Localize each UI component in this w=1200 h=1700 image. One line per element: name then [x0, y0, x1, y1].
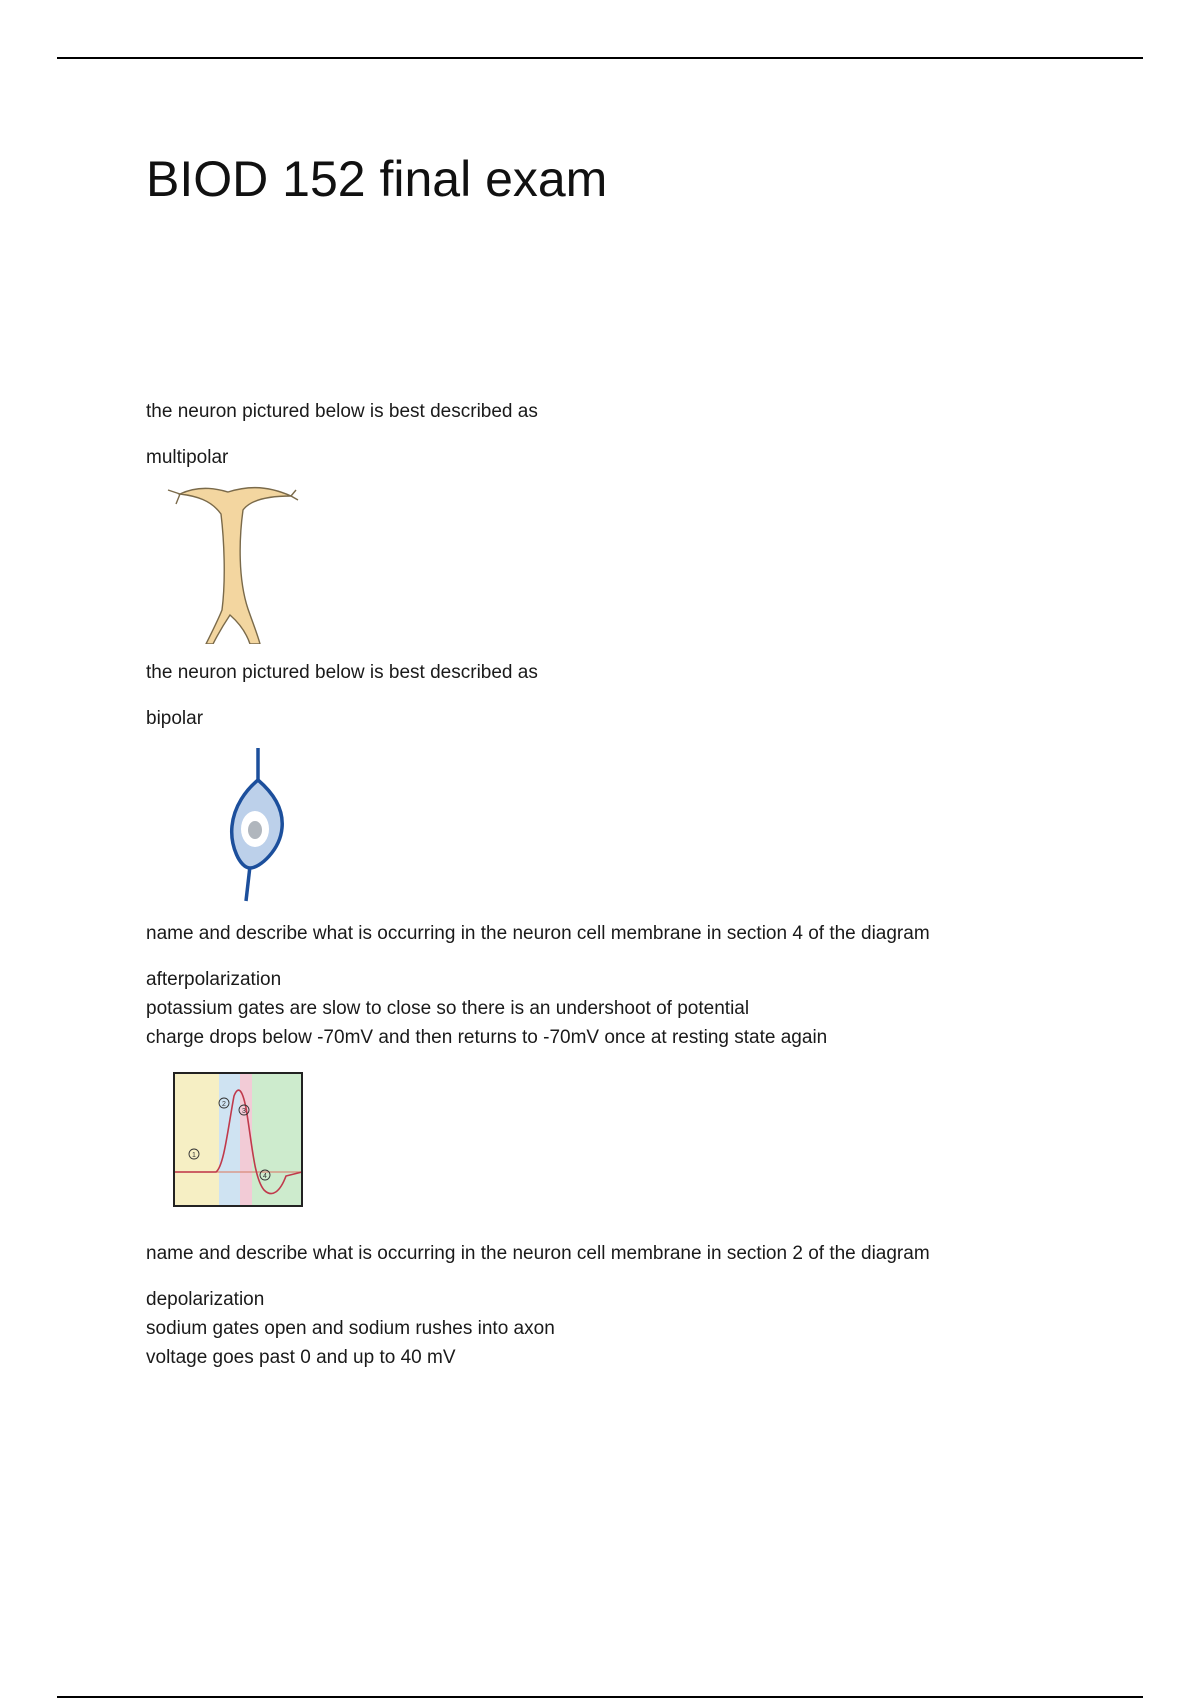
svg-text:1: 1 [192, 1152, 196, 1159]
question-3-answer-line-2: potassium gates are slow to close so there is an undershoot of potential [146, 998, 750, 1019]
question-4-answer-line-3: voltage goes past 0 and up to 40 mV [146, 1347, 456, 1368]
action-potential-diagram [146, 1068, 316, 1223]
top-rule [57, 57, 1143, 59]
question-4-answer-line-2: sodium gates open and sodium rushes into axon [146, 1318, 555, 1339]
diagram-zone-2 [219, 1073, 240, 1206]
bottom-rule [57, 1696, 1143, 1698]
svg-text:3: 3 [242, 1108, 246, 1115]
question-3-answer-line-3: charge drops below -70mV and then returns to -70mV once at resting state again [146, 1027, 828, 1048]
multipolar-neuron-image [146, 484, 316, 644]
question-1-answer: multipolar [146, 447, 229, 468]
bipolar-neuron-image [146, 746, 316, 906]
question-4-text: name and describe what is occurring in the neuron cell membrane in section 2 of the diagram [146, 1243, 930, 1264]
question-2-answer: bipolar [146, 708, 204, 729]
diagram-zone-4 [252, 1073, 302, 1206]
diagram-zone-1 [174, 1073, 219, 1206]
question-4-answer-line-1: depolarization [146, 1289, 265, 1310]
question-3-answer-line-1: afterpolarization [146, 969, 282, 990]
question-1-text: the neuron pictured below is best described as [146, 401, 538, 422]
question-3-text: name and describe what is occurring in the neuron cell membrane in section 4 of the diagram [146, 923, 930, 944]
question-2-text: the neuron pictured below is best described as [146, 662, 538, 683]
svg-text:4: 4 [263, 1173, 267, 1180]
svg-text:2: 2 [222, 1101, 226, 1108]
page-title: BIOD 152 final exam [146, 151, 608, 207]
